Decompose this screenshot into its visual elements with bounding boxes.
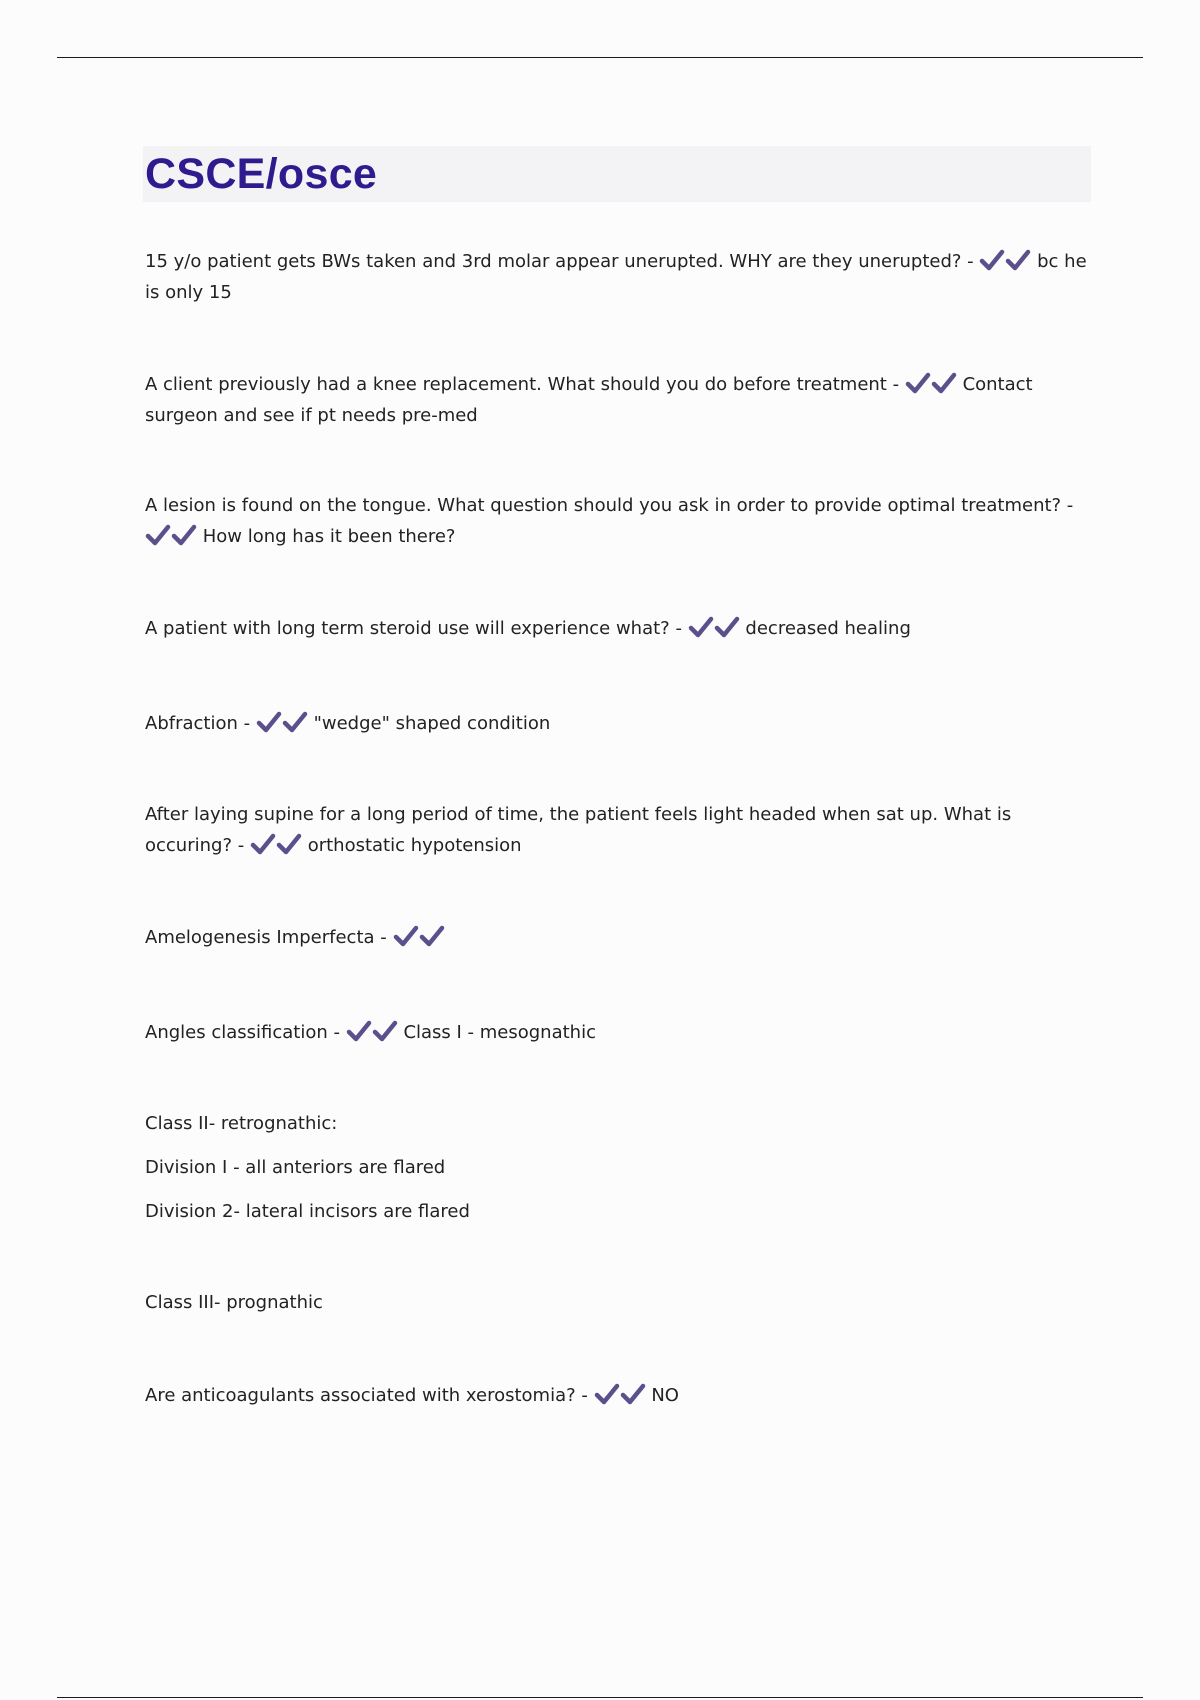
double-check-icon: [393, 927, 445, 948]
double-check-icon: [905, 374, 957, 395]
double-check-icon: [346, 1022, 398, 1043]
question-text: A patient with long term steroid use will experience what? -: [145, 618, 682, 639]
qa-item: [145, 246, 1091, 308]
question-text: Angles classification -: [145, 1022, 340, 1043]
question-text: 15 y/o patient gets BWs taken and 3rd molar appear unerupted. WHY are they unerupted? -: [145, 251, 974, 272]
document-body: [145, 146, 1091, 1411]
double-check-icon: [688, 618, 740, 639]
document-title: CSCE/osce: [145, 149, 378, 198]
qa-item: [145, 799, 1091, 861]
qa-item: [145, 369, 1091, 431]
answer-text: NO: [651, 1385, 679, 1406]
answer-text: How long has it been there?: [202, 526, 456, 547]
answer-text: Contact surgeon and see if pt needs pre-med: [145, 374, 1033, 426]
qa-item: [145, 922, 1091, 953]
question-text: Amelogenesis Imperfecta -: [145, 927, 387, 948]
angles-division-2: Division 2- lateral incisors are flared: [145, 1201, 470, 1222]
title-band: [143, 146, 1091, 202]
angles-division-1: Division I - all anteriors are flared: [145, 1157, 446, 1178]
qa-item: [145, 613, 1091, 644]
answer-text: bc he is only 15: [145, 251, 1087, 303]
qa-item: [145, 490, 1091, 552]
double-check-icon: [145, 526, 197, 547]
answer-text: orthostatic hypotension: [307, 835, 522, 856]
angles-class-3: Class III- prognathic: [145, 1292, 323, 1313]
question-text: A lesion is found on the tongue. What question should you ask in order to provide optimal treatment? -: [145, 495, 1074, 516]
bottom-rule: [57, 1697, 1143, 1698]
question-text: After laying supine for a long period of time, the patient feels light headed when sat up. What is occuring? -: [145, 804, 1012, 856]
top-rule: [57, 57, 1143, 58]
qa-item: [145, 1017, 1091, 1048]
question-text: Abfraction -: [145, 713, 251, 734]
double-check-icon: [250, 835, 302, 856]
answer-text: Class I - mesognathic: [403, 1022, 596, 1043]
question-text: Are anticoagulants associated with xerostomia? -: [145, 1385, 588, 1406]
qa-item: [145, 708, 1091, 739]
double-check-icon: [594, 1385, 646, 1406]
question-text: A client previously had a knee replacement. What should you do before treatment -: [145, 374, 900, 395]
answer-text: decreased healing: [745, 618, 911, 639]
answer-text: "wedge" shaped condition: [313, 713, 551, 734]
qa-item: [145, 1380, 1091, 1411]
double-check-icon: [256, 713, 308, 734]
double-check-icon: [979, 251, 1031, 272]
angles-class-2: Class II- retrognathic:: [145, 1113, 338, 1134]
